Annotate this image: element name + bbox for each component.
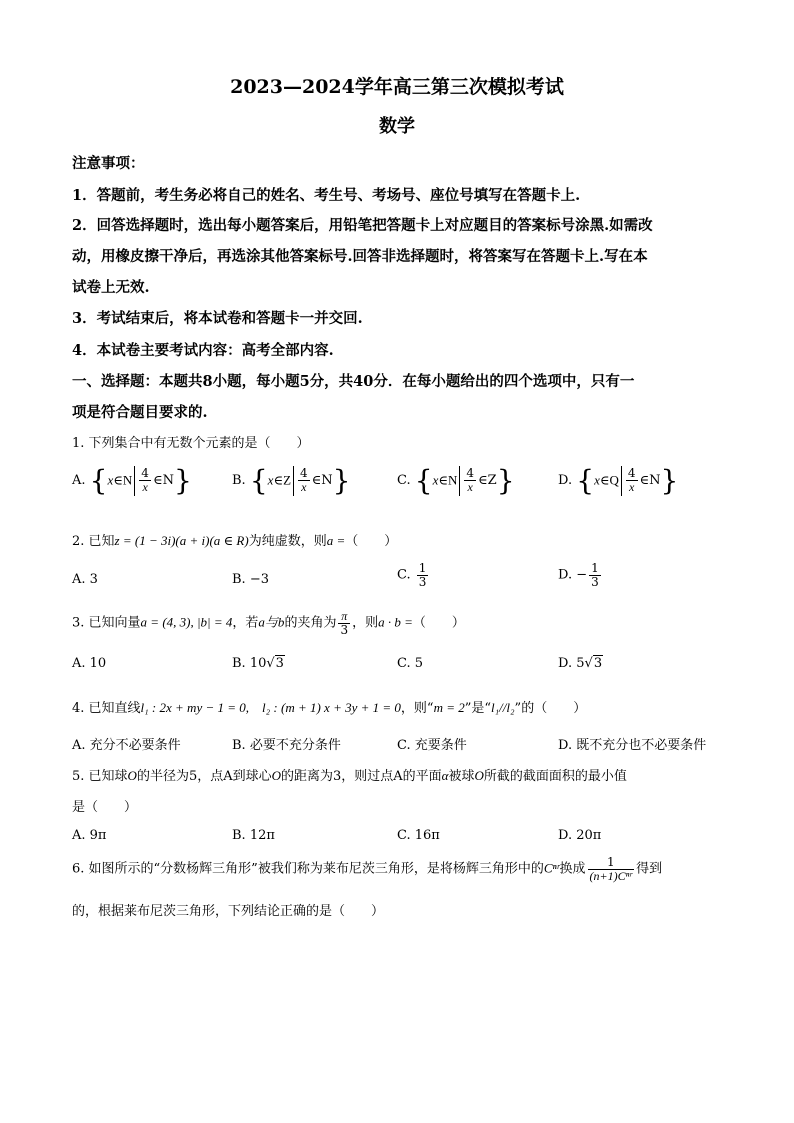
note-3: 3．考试结束后，将本试卷和答题卡一并交回. [72,310,363,327]
note-1: 1．答题前，考生务必将自己的姓名、考生号、考场号、座位号填写在答题卡上. [72,187,581,204]
q2-option-d[interactable]: D. − $\frac{1}{3}$ [558,561,599,589]
q5-option-a[interactable]: A. 9π [72,828,107,843]
q2-option-b[interactable]: B. −3 [232,572,269,587]
notes-heading: 注意事项： [72,155,145,172]
q5-stem-line-2: 是（ ） [72,800,138,815]
exam-title: 2023—2024学年高三第三次模拟考试 [230,76,564,98]
q3-option-c[interactable]: C. 5 [397,656,424,671]
q4-option-b[interactable]: B. 必要不充分条件 [232,738,341,753]
q3-stem: 3. 已知向量a = (4, 3), |b| = 4，若a与b的夹角为 $\frac{\pi}{3}$ ，则a · b =（ ） [72,609,465,637]
note-4: 4．本试卷主要考试内容：高考全部内容. [72,342,334,359]
q4-option-a[interactable]: A. 充分不必要条件 [72,738,181,753]
note-2-line-2: 动，用橡皮擦干净后，再选涂其他答案标号.回答非选择题时，将答案写在答题卡上.写在本 [72,248,648,265]
section-1-line-1: 一、选择题：本题共8小题，每小题5分，共40分．在每小题给出的四个选项中，只有一 [72,373,635,390]
note-2-line-3: 试卷上无效. [72,279,150,296]
q3-option-d[interactable]: D. 5√3 [558,656,603,671]
q2-stem: 2. 已知z = (1 − 3i)(a + i)(a ∈ R)为纯虚数，则a =（ ） [72,533,398,549]
q2-option-a[interactable]: A. 3 [72,572,98,587]
q5-option-b[interactable]: B. 12π [232,828,275,843]
q1-option-a[interactable]: A. {x∈N $\frac{4}{x}$ ∈N} [72,464,192,497]
q6-stem-line-1: 6. 如图所示的“分数杨辉三角形”被我们称为莱布尼茨三角形，是将杨辉三角形中的Cⁿʳ换成 $\frac{1}{\text{(n+1)Cⁿʳ}}$ 得到 [72,855,663,883]
q5-option-c[interactable]: C. 16π [397,828,440,843]
q4-option-c[interactable]: C. 充要条件 [397,738,467,753]
q5-stem-line-1: 5. 已知球O的半径为5，点A到球心O的距离为3，则过点A的平面α被球O所截的截面面积的最小值 [72,768,627,784]
q5-option-d[interactable]: D. 20π [558,828,602,843]
q1-stem: 1. 下列集合中有无数个元素的是（ ） [72,436,310,451]
q1-option-b[interactable]: B. {x∈Z $\frac{4}{x}$ ∈N} [232,464,351,497]
q4-stem: 4. 已知直线l₁ : 2x + my − 1 = 0, l₂ : (m + 1) x + 3y + 1 = 0，则“m = 2”是“l₁//l₂”的（ ） [72,700,587,716]
q1-option-c[interactable]: C. {x∈N $\frac{4}{x}$ ∈Z} [397,464,515,497]
q3-option-b[interactable]: B. 10√3 [232,656,284,671]
section-1-line-2: 项是符合题目要求的. [72,404,208,421]
note-2-line-1: 2．回答选择题时，选出每小题答案后，用铅笔把答题卡上对应题目的答案标号涂黑.如需改 [72,217,653,234]
q3-option-a[interactable]: A. 10 [72,656,107,671]
q4-option-d[interactable]: D. 既不充分也不必要条件 [558,738,707,753]
q2-option-c[interactable]: C. $\frac{1}{3}$ [397,561,427,589]
q1-option-d[interactable]: D. {x∈Q $\frac{4}{x}$ ∈N} [558,464,679,497]
exam-subject: 数学 [379,116,415,137]
q6-stem-line-2: 的，根据莱布尼茨三角形，下列结论正确的是（ ） [72,904,385,919]
